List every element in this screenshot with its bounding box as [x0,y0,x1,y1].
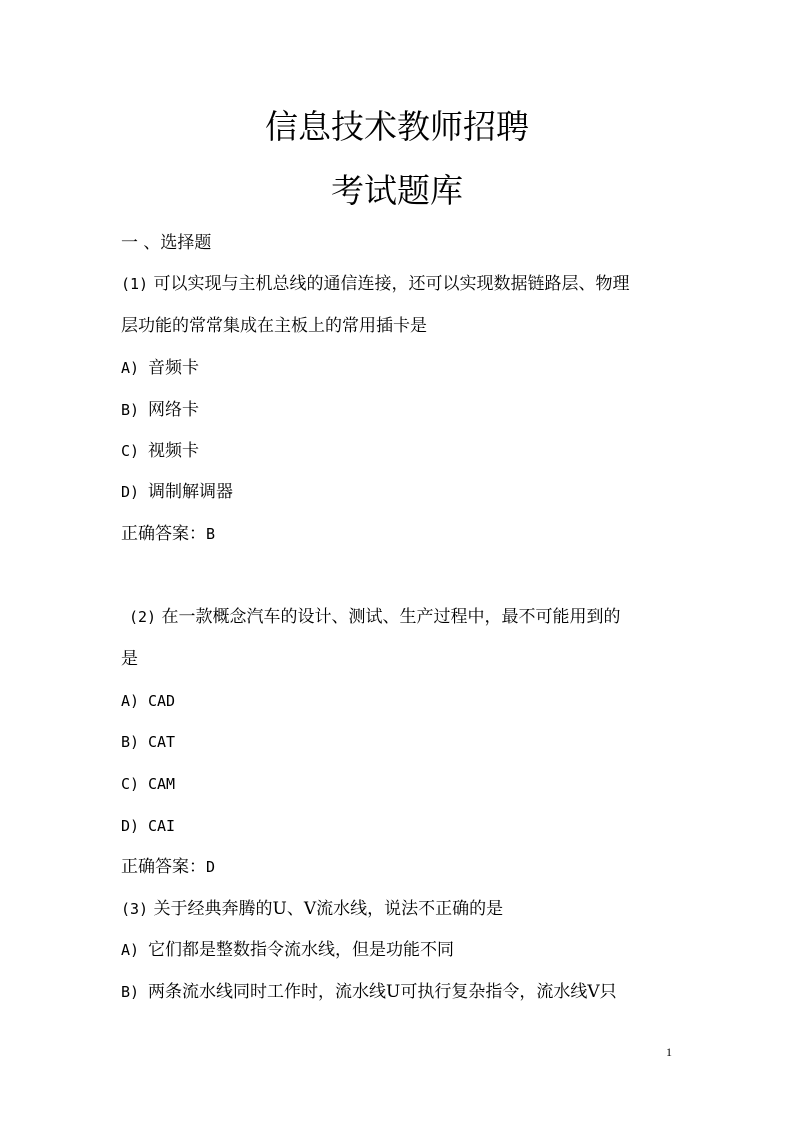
option-text: CAD [148,692,176,710]
question-2-number: (2) [129,608,157,626]
question-3-stem-text: 关于经典奔腾的U、V流水线，说法不正确的是 [153,899,504,919]
option-letter: D) [121,483,140,501]
question-1-option-d [121,480,233,504]
page-number: 1 [666,1045,672,1059]
document-subtitle: 考试题库 [331,171,463,210]
question-3-option-b [121,980,617,1004]
option-text: 调制解调器 [148,482,233,502]
option-text: 音频卡 [148,358,199,378]
question-1-stem-line-2: 层功能的常常集成在主板上的常用插卡是 [121,316,427,336]
option-letter: B) [121,983,140,1001]
answer-value: B [206,525,216,543]
option-letter: B) [121,733,140,751]
option-letter: B) [121,401,140,419]
section-heading: 一 、选择题 [121,233,212,253]
question-2-stem-line-1 [129,605,621,629]
question-2-option-b [121,730,175,754]
option-letter: A) [121,692,140,710]
option-letter: C) [121,775,140,793]
option-letter: C) [121,442,140,460]
question-3-stem-line-1 [121,897,503,921]
question-3-option-a [121,938,454,962]
option-letter: D) [121,817,140,835]
question-2-option-a [121,689,175,713]
option-letter: A) [121,359,140,377]
question-1-number: (1) [121,275,149,293]
option-text: CAT [148,733,176,751]
question-2-option-c [121,772,175,796]
answer-value: D [206,858,216,876]
question-3-number: (3) [121,900,149,918]
answer-label: 正确答案： [121,857,206,877]
question-1-answer [121,522,215,546]
answer-label: 正确答案： [121,524,206,544]
question-2-stem-text: 在一款概念汽车的设计、测试、生产过程中，最不可能用到的 [161,607,621,627]
option-text: 网络卡 [148,400,199,420]
option-text: 它们都是整数指令流水线，但是功能不同 [148,940,454,960]
option-text: 两条流水线同时工作时，流水线U可执行复杂指令，流水线V只 [148,982,617,1002]
question-2-option-d [121,814,175,838]
question-1-stem-text: 可以实现与主机总线的通信连接，还可以实现数据链路层、物理 [153,274,630,294]
question-1-stem-line-1 [121,272,630,296]
option-text: 视频卡 [148,441,199,461]
option-letter: A) [121,941,140,959]
question-1-option-c [121,439,199,463]
question-2-answer [121,855,215,879]
question-1-option-a [121,356,199,380]
document-title: 信息技术教师招聘 [265,107,529,146]
question-1-option-b [121,398,199,422]
option-text: CAM [148,775,176,793]
option-text: CAI [148,817,176,835]
question-2-stem-line-2: 是 [121,649,138,669]
